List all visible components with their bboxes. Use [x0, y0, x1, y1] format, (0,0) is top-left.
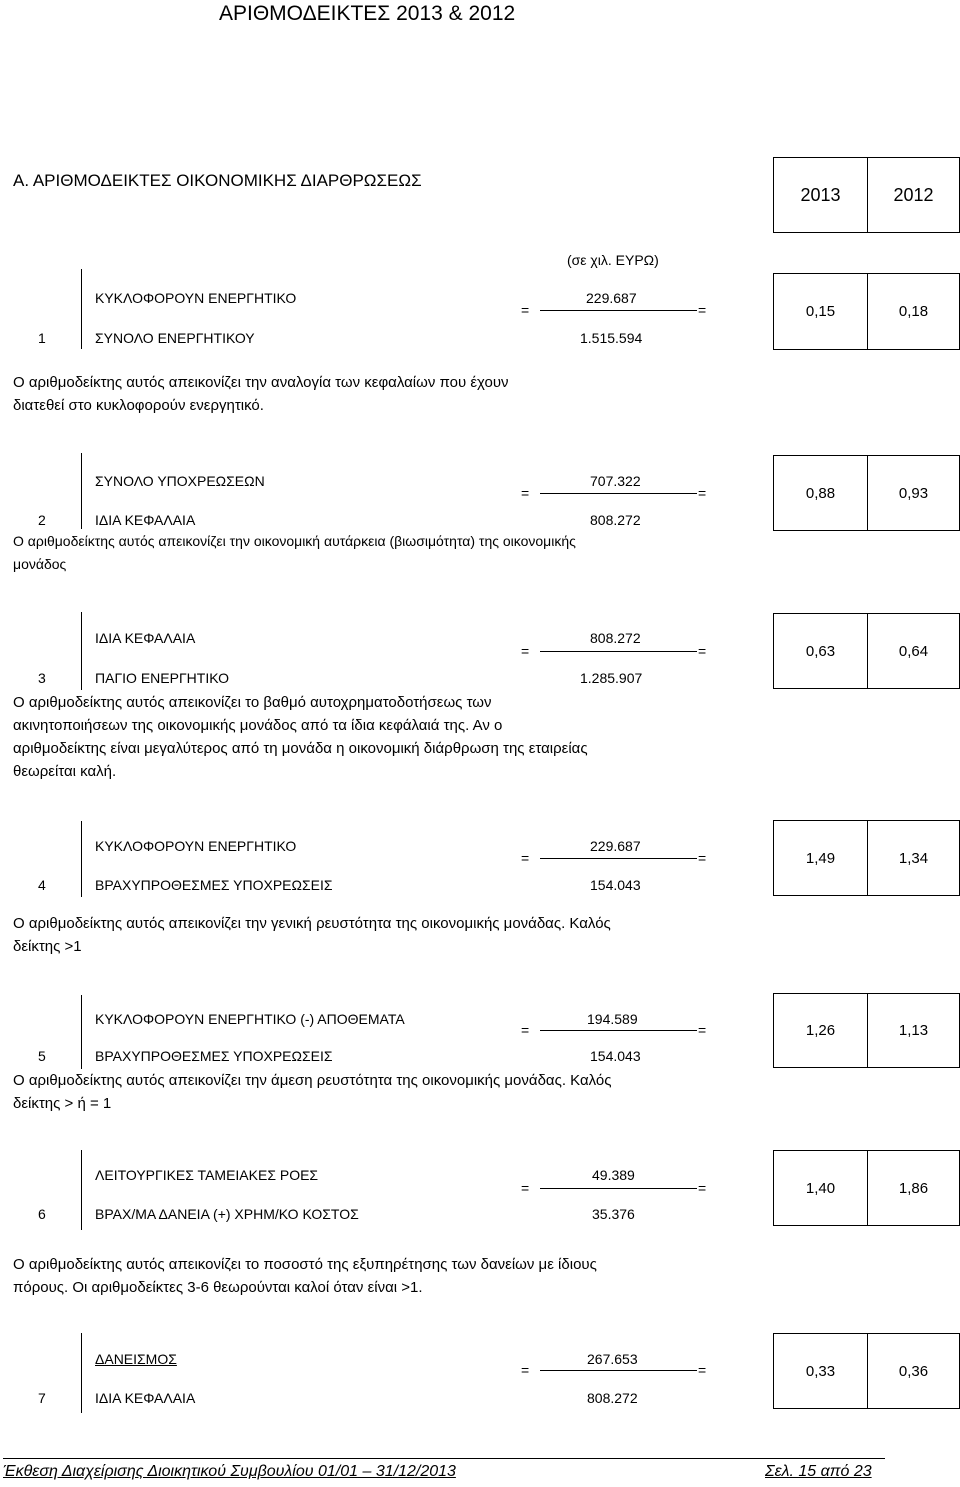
page-title: ΑΡΙΘΜΟΔΕΙΚΤΕΣ 2013 & 2012: [219, 2, 516, 25]
ratio-3-desc-line-4: θεωρείται καλή.: [13, 763, 117, 780]
ratio-7-numerator-label: ΔΑΝΕΙΣΜΟΣ: [95, 1351, 177, 1367]
ratio-1-denominator-label: ΣΥΝΟΛΟ ΕΝΕΡΓΗΤΙΚΟΥ: [95, 330, 255, 346]
ratio-5-numerator-value: 194.589: [587, 1011, 638, 1027]
ratio-1-value-2013: 0,15: [805, 303, 836, 320]
ratio-5-number: 5: [38, 1048, 46, 1064]
ratio-2-desc-line-1: Ο αριθμοδείκτης αυτός απεικονίζει την οικονομική αυτάρκεια (βιωσιμότητα) της οικονομικής: [13, 533, 576, 549]
ratio-3-value-2013: 0,63: [805, 642, 836, 660]
ratio-7-value-2013: 0,33: [805, 1362, 836, 1380]
ratio-1-value-2012: 0,18: [898, 303, 929, 320]
ratio-4-value-2013: 1,49: [805, 849, 836, 867]
ratio-6-number: 6: [38, 1206, 46, 1222]
ratio-6-denominator-value: 35.376: [592, 1206, 635, 1222]
ratio-1-eq2: =: [698, 302, 707, 318]
ratio-7-eq1: =: [521, 1362, 530, 1378]
ratio-1-eq1: =: [521, 302, 530, 318]
ratio-3-numerator-value: 808.272: [590, 630, 641, 646]
ratio-1-numerator-value: 229.687: [586, 290, 637, 306]
footer-page-number: Σελ. 15 από 23: [765, 1463, 872, 1480]
ratio-5-eq2: =: [698, 1022, 707, 1038]
ratio-5-value-2012: 1,13: [898, 1022, 929, 1039]
section-title: Α. ΑΡΙΘΜΟΔΕΙΚΤΕΣ ΟΙΚΟΝΟΜΙΚΗΣ ΔΙΑΡΘΡΩΣΕΩΣ: [13, 171, 422, 190]
ratio-4-desc-line-2: δείκτης >1: [13, 938, 82, 955]
ratio-4-denominator-label: ΒΡΑΧΥΠΡΟΘΕΣΜΕΣ ΥΠΟΧΡΕΩΣΕΙΣ: [95, 877, 333, 893]
ratio-2-value-2013: 0,88: [805, 484, 836, 502]
year-header: [773, 157, 960, 233]
ratio-6-values: [773, 1150, 960, 1226]
ratio-3-desc-line-1: Ο αριθμοδείκτης αυτός απεικονίζει το βαθμό αυτοχρηματοδοτήσεως των: [13, 694, 492, 711]
ratio-4-denominator-value: 154.043: [590, 877, 641, 893]
ratio-6-eq2: =: [698, 1180, 707, 1196]
ratio-4-eq2: =: [698, 850, 707, 866]
ratio-3-desc-line-2: ακινητοποιήσεων της οικονομικής μονάδος από τα ίδια κεφάλαιά της. Αν ο: [13, 717, 503, 734]
ratio-4-desc-line-1: Ο αριθμοδείκτης αυτός απεικονίζει την γενική ρευστότητα της οικονομικής μονάδας. Καλός: [13, 915, 611, 932]
ratio-1-number: 1: [38, 330, 46, 346]
ratio-5-desc-line-2: δείκτης > ή = 1: [13, 1095, 112, 1112]
ratio-1-desc-line-1: Ο αριθμοδείκτης αυτός απεικονίζει την αναλογία των κεφαλαίων που έχουν: [13, 374, 509, 391]
ratio-2-desc-line-2: μονάδος: [13, 556, 67, 572]
ratio-5-denominator-value: 154.043: [590, 1048, 641, 1064]
ratio-7-eq2: =: [698, 1362, 707, 1378]
ratio-4-value-2012: 1,34: [898, 849, 929, 867]
year-2012-header: 2012: [893, 184, 934, 205]
ratio-1-values: [773, 273, 960, 350]
ratio-3-eq1: =: [521, 643, 530, 659]
ratio-5-numerator-label: ΚΥΚΛΟΦΟΡΟΥΝ ΕΝΕΡΓΗΤΙΚΟ (-) ΑΠΟΘΕΜΑΤΑ: [95, 1011, 405, 1027]
ratio-7-number: 7: [38, 1390, 46, 1406]
ratio-7-numerator-value: 267.653: [587, 1351, 638, 1367]
ratio-7-denominator-label: ΙΔΙΑ ΚΕΦΑΛΑΙΑ: [95, 1390, 196, 1406]
ratio-4-eq1: =: [521, 850, 530, 866]
ratio-2-number: 2: [38, 512, 46, 528]
ratio-2-eq2: =: [698, 485, 707, 501]
ratio-6-numerator-label: ΛΕΙΤΟΥΡΓΙΚΕΣ ΤΑΜΕΙΑΚΕΣ ΡΟΕΣ: [95, 1167, 319, 1183]
ratio-2-denominator-label: ΙΔΙΑ ΚΕΦΑΛΑΙΑ: [95, 512, 196, 528]
ratio-5-denominator-label: ΒΡΑΧΥΠΡΟΘΕΣΜΕΣ ΥΠΟΧΡΕΩΣΕΙΣ: [95, 1048, 333, 1064]
footer-rule: [3, 1458, 885, 1459]
ratio-6-eq1: =: [521, 1180, 530, 1196]
ratio-3-eq2: =: [698, 643, 707, 659]
ratio-2-numerator-value: 707.322: [590, 473, 641, 489]
ratio-3-number: 3: [38, 670, 46, 686]
ratio-5-eq1: =: [521, 1022, 530, 1038]
ratio-7-values: [773, 1333, 960, 1409]
ratio-5-values: [773, 993, 960, 1068]
ratio-3-desc-line-3: αριθμοδείκτης είναι μεγαλύτερος από τη μονάδα η οικονομική διάρθρωση της εταιρείας: [13, 740, 588, 757]
ratio-3-numerator-label: ΙΔΙΑ ΚΕΦΑΛΑΙΑ: [95, 630, 196, 646]
ratio-1-numerator-label: ΚΥΚΛΟΦΟΡΟΥΝ ΕΝΕΡΓΗΤΙΚΟ: [95, 290, 297, 306]
ratio-4-values: [773, 820, 960, 896]
ratio-1-denominator-value: 1.515.594: [580, 330, 643, 346]
ratio-4-numerator-label: ΚΥΚΛΟΦΟΡΟΥΝ ΕΝΕΡΓΗΤΙΚΟ: [95, 838, 297, 854]
year-2013-header: 2013: [800, 184, 841, 205]
ratio-2-numerator-label: ΣΥΝΟΛΟ ΥΠΟΧΡΕΩΣΕΩΝ: [95, 473, 265, 489]
ratio-7-denominator-value: 808.272: [587, 1390, 638, 1406]
ratio-3-denominator-value: 1.285.907: [580, 670, 643, 686]
ratio-6-denominator-label: ΒΡΑΧ/ΜΑ ΔΑΝΕΙΑ (+) ΧΡΗΜ/ΚΟ ΚΟΣΤΟΣ: [95, 1206, 359, 1222]
ratio-3-values: [773, 613, 960, 689]
ratio-3-value-2012: 0,64: [898, 642, 929, 660]
footer-title: Έκθεση Διαχείρισης Διοικητικού Συμβουλίου 01/01 – 31/12/2013: [3, 1463, 456, 1480]
ratio-2-denominator-value: 808.272: [590, 512, 641, 528]
ratio-7-value-2012: 0,36: [898, 1362, 929, 1380]
ratio-6-desc-line-1: Ο αριθμοδείκτης αυτός απεικονίζει το ποσοστό της εξυπηρέτησης των δανείων με ίδιους: [13, 1256, 597, 1273]
unit-label: (σε χιλ. ΕΥΡΩ): [567, 252, 659, 268]
ratio-3-denominator-label: ΠΑΓΙΟ ΕΝΕΡΓΗΤΙΚΟ: [95, 670, 230, 686]
ratio-4-numerator-value: 229.687: [590, 838, 641, 854]
ratio-1-desc-line-2: διατεθεί στο κυκλοφορούν ενεργητικό.: [13, 397, 264, 414]
ratio-5-value-2013: 1,26: [805, 1022, 836, 1039]
ratio-5-desc-line-1: Ο αριθμοδείκτης αυτός απεικονίζει την άμεση ρευστότητα της οικονομικής μονάδας. Καλός: [13, 1072, 612, 1089]
ratio-6-numerator-value: 49.389: [592, 1167, 635, 1183]
ratio-2-eq1: =: [521, 485, 530, 501]
ratio-4-number: 4: [38, 877, 46, 893]
ratio-6-value-2012: 1,86: [898, 1179, 929, 1197]
ratio-6-desc-line-2: πόρους. Οι αριθμοδείκτες 3-6 θεωρούνται καλοί όταν είναι >1.: [13, 1279, 423, 1296]
ratio-2-values: [773, 455, 960, 531]
ratio-6-value-2013: 1,40: [805, 1179, 836, 1197]
ratio-2-value-2012: 0,93: [898, 484, 929, 502]
